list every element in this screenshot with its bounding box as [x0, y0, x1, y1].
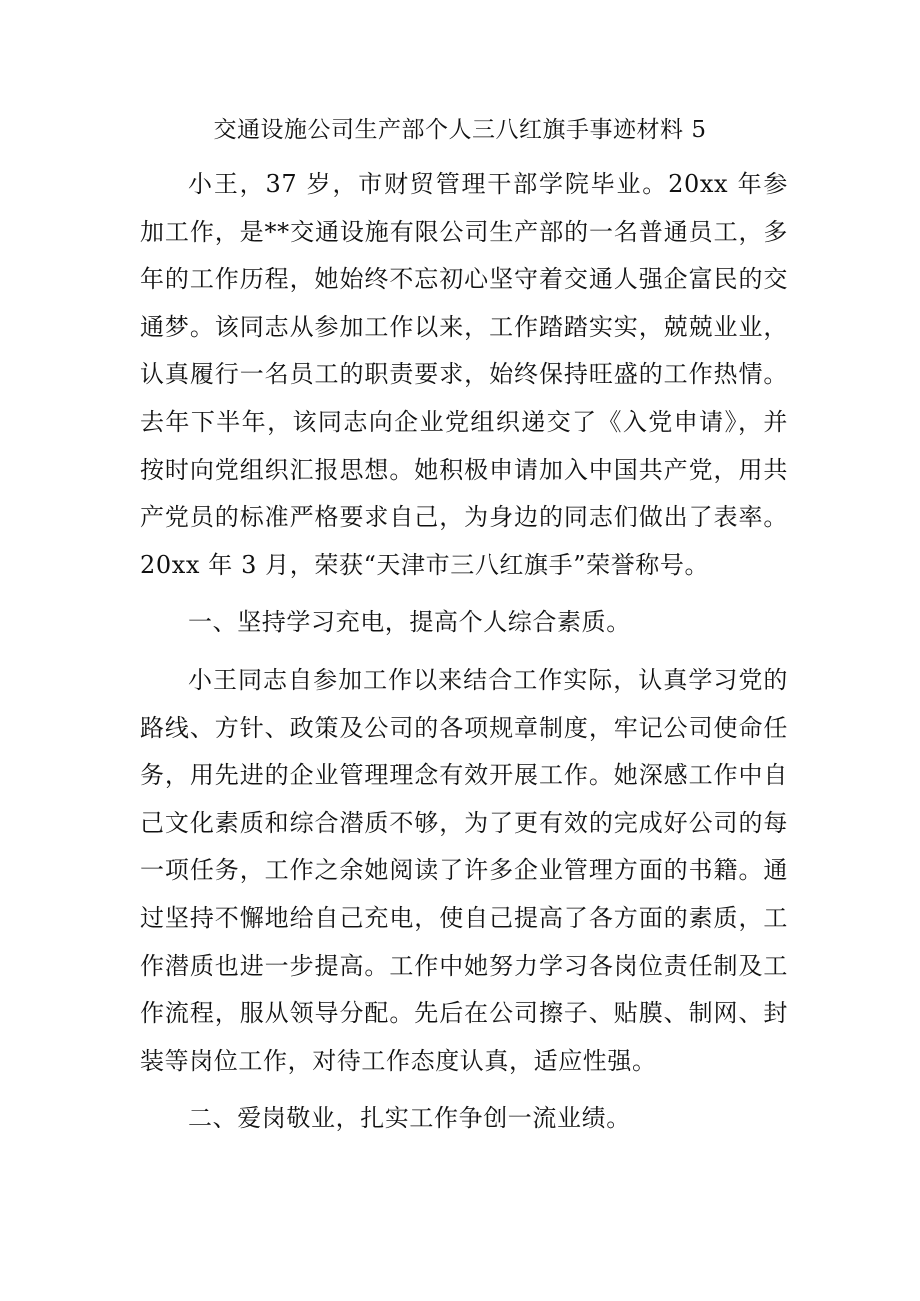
- document-title: 交通设施公司生产部个人三八红旗手事迹材料 5: [213, 117, 707, 143]
- section-1-paragraph: 小王同志自参加工作以来结合工作实际，认真学习党的路线、方针、政策及公司的各项规章制度，牢记公司使命任务，用先进的企业管理理念有效开展工作。她深感工作中自己文化素质和综合潜质不够，为了更有效的完成好公司的每一项任务，工作之余她阅读了许多企业管理方面的书籍。通过坚持不懈地给自己充电，使自己提高了各方面的素质，工作潜质也进一步提高。工作中她努力学习各岗位责任制及工作流程，服从领导分配。先后在公司擦子、贴膜、制网、封装等岗位工作，对待工作态度认真，适应性强。: [140, 665, 788, 1075]
- section-heading-2: 二、爱岗敬业，扎实工作争创一流业绩。: [188, 1104, 631, 1133]
- document-body: [140, 161, 788, 1143]
- section-heading-1: 一、坚持学习充电，提高个人综合素质。: [188, 608, 631, 637]
- intro-paragraph: 小王，37 岁，市财贸管理干部学院毕业。20xx 年参加工作，是**交通设施有限公司生产部的一名普通员工，多年的工作历程，她始终不忘初心坚守着交通人强企富民的交通梦。该同志从参加工作以来，工作踏踏实实，兢兢业业，认真履行一名员工的职责要求，始终保持旺盛的工作热情。去年下半年，该同志向企业党组织递交了《入党申请》，并按时向党组织汇报思想。她积极申请加入中国共产党，用共产党员的标准严格要求自己，为身边的同志们做出了表率。20xx 年 3 月，荣获“天津市三八红旗手”荣誉称号。: [140, 170, 788, 579]
